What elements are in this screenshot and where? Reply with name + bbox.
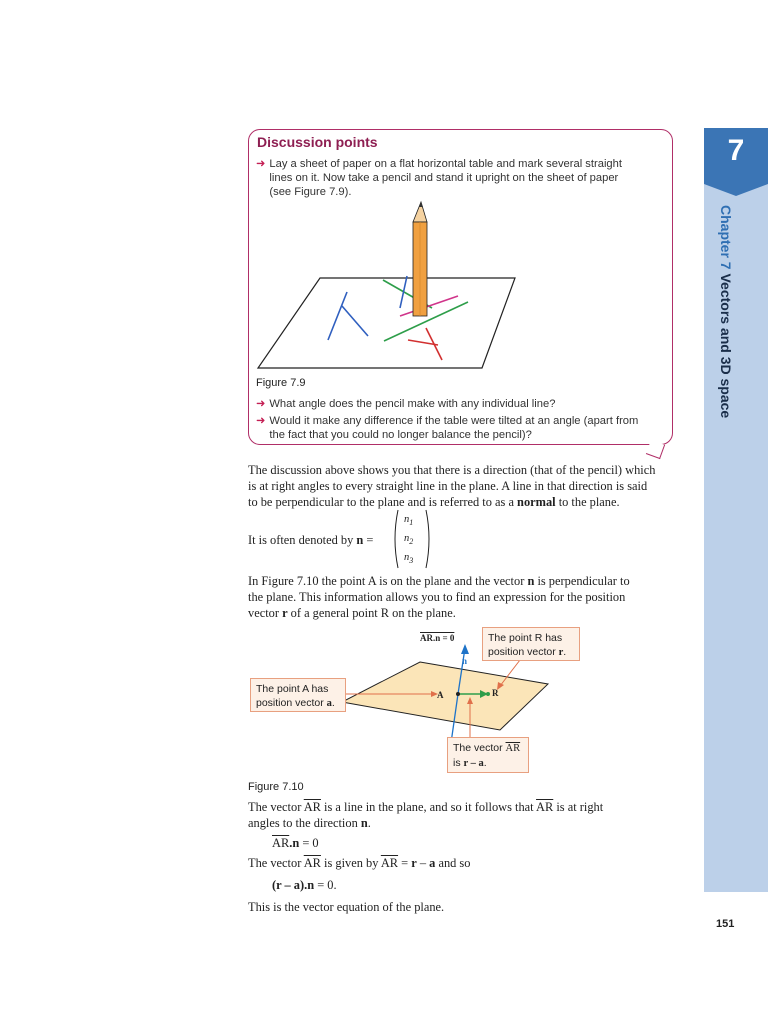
equation-vector-plane	[272, 878, 337, 893]
plane	[342, 662, 548, 730]
bullet-1-line-3: (see Figure 7.9).	[269, 186, 352, 198]
normal-arrowhead	[461, 644, 469, 654]
vector-equation-statement: This is the vector equation of the plane.	[248, 900, 445, 914]
after-l1-c: is at right	[553, 800, 604, 814]
chapter-title-vertical	[718, 205, 734, 418]
para2-line-1: In Figure 7.10 the point A is on the plane and the vector	[248, 574, 528, 588]
after-l3-minus: –	[416, 856, 430, 870]
paragraph-normal-definition	[248, 462, 676, 510]
arrow-bullet-icon: ➜	[256, 415, 266, 427]
discussion-title: Discussion points	[257, 134, 378, 150]
callout-AR-text: The vector	[453, 742, 506, 754]
figure-7-10-caption: Figure 7.10	[248, 781, 304, 793]
bullet-3-line-1: Would it make any difference if the table were tilted at an angle (apart from	[269, 415, 639, 427]
after-l2-a: angles to the direction	[248, 816, 361, 830]
callout-R-line-1: The point R has	[488, 632, 563, 644]
callout-A-a: a	[326, 698, 332, 709]
chapter-number: 7	[727, 134, 745, 167]
paper-sheet	[258, 278, 515, 368]
after-l3-a: The vector	[248, 856, 304, 870]
para1-line-3-end: to the plane.	[555, 495, 620, 509]
bullet-1-line-2: lines on it. Now take a pencil and stand it upright on the sheet of paper	[269, 172, 619, 184]
ar-in-plane-line-1	[248, 800, 603, 815]
callout-AR-r-minus-a: r – a	[463, 758, 484, 769]
after-l3-eq: =	[398, 856, 412, 870]
normal-term: normal	[517, 495, 556, 509]
eq1-ar: $\overline{AR}$	[272, 836, 290, 850]
callout-R-r: r	[558, 647, 564, 658]
para1-line-2: is at right angles to every straight line in the plane. A line in that direction is said	[248, 479, 648, 493]
after-l3-andso: and so	[435, 856, 471, 870]
callout-point-A	[250, 678, 346, 712]
vector-component-n2: $n_2$	[404, 533, 414, 547]
equation-ar-dot-n	[272, 836, 319, 851]
after-l1-a: The vector	[248, 800, 304, 814]
ar-given-by-line	[248, 856, 470, 871]
bullet-3-line-2: the fact that you could no longer balance the pencil)?	[269, 429, 532, 441]
callout-AR-dot: .	[483, 757, 487, 769]
after-l2-dot: .	[367, 816, 371, 830]
pencil-on-paper-figure	[250, 198, 530, 374]
after-l3-r: r	[411, 856, 417, 870]
after-l3-a-vec: a	[429, 856, 436, 870]
callout-AR-is: is	[453, 757, 464, 769]
eq2-rhs: = 0.	[314, 878, 337, 892]
para2-r: r	[282, 606, 288, 620]
chapter-tab-pointer	[704, 184, 768, 196]
after-l3-ar1: $\overline{AR}$	[303, 856, 321, 870]
para1-line-1: The discussion above shows you that there is a direction (that of the pencil) which	[248, 463, 656, 477]
figure-7-9-caption: Figure 7.9	[256, 377, 306, 389]
after-l3-ar2: $\overline{AR}$	[380, 856, 399, 870]
paragraph-figure-7-10-intro	[248, 573, 676, 621]
after-l2-n: n	[360, 816, 368, 830]
callout-vector-AR	[447, 737, 529, 773]
chapter-word: Chapter 7	[718, 205, 734, 270]
callout-A-line-2: position vector	[256, 697, 327, 709]
discussion-bullet-2	[256, 397, 555, 411]
arrow-bullet-icon: ➜	[256, 398, 266, 410]
bullet-1-line-1: Lay a sheet of paper on a flat horizontal table and mark several straight	[269, 158, 622, 170]
vector-component-n1: $n_1$	[404, 514, 414, 528]
ar-in-plane-line-2	[248, 816, 371, 831]
callout-A-line-1: The point A has	[256, 683, 329, 695]
callout-R-dot: .	[563, 646, 567, 658]
page-number: 151	[716, 918, 735, 930]
callout-point-R	[482, 627, 580, 661]
after-l1-ar1: $\overline{AR}$	[303, 800, 321, 814]
normal-label: n	[462, 656, 468, 666]
para2-line-1-end: is perpendicular to	[534, 574, 630, 588]
eq1-zero: = 0	[299, 836, 319, 850]
after-l3-b: is given by	[320, 856, 381, 870]
callout-R-line-2: position vector	[488, 646, 559, 658]
ar-dot-n-label: AR.n = 0	[420, 633, 455, 643]
para2-n: n	[527, 574, 535, 588]
chapter-side-tab	[704, 128, 768, 892]
normal-notation-line	[248, 533, 373, 548]
callout-AR-symbol: $\overline{AR}$	[505, 743, 521, 754]
eq2-lhs: (r – a).n	[272, 878, 315, 892]
denoted-text: It is often denoted by	[248, 533, 357, 547]
point-A-label: A	[437, 690, 444, 700]
point-R	[486, 692, 490, 696]
para1-line-3: to be perpendicular to the plane and is referred to as a	[248, 495, 518, 509]
after-l1-ar2: $\overline{AR}$	[536, 800, 554, 814]
callout-A-dot: .	[331, 697, 335, 709]
discussion-bullet-3	[256, 414, 638, 442]
bullet-2-text: What angle does the pencil make with any individual line?	[269, 398, 556, 410]
para2-line-3-end: of a general point R on the plane.	[287, 606, 456, 620]
chapter-title: Vectors and 3D space	[718, 273, 734, 419]
arrow-bullet-icon: ➜	[256, 158, 266, 170]
para2-line-3: vector	[248, 606, 283, 620]
equals-sign: =	[363, 533, 374, 547]
point-R-label: R	[492, 688, 499, 698]
discussion-bullet-1	[256, 157, 622, 199]
point-A	[456, 692, 460, 696]
para2-line-2: the plane. This information allows you to find an expression for the position	[248, 590, 626, 604]
figure-equation-label	[420, 633, 454, 643]
normal-vector-symbol: n	[356, 533, 364, 547]
eq1-dot-n: .n	[289, 836, 300, 850]
vector-component-n3: $n_3$	[404, 552, 414, 566]
after-l1-b: is a line in the plane, and so it follows that	[320, 800, 537, 814]
